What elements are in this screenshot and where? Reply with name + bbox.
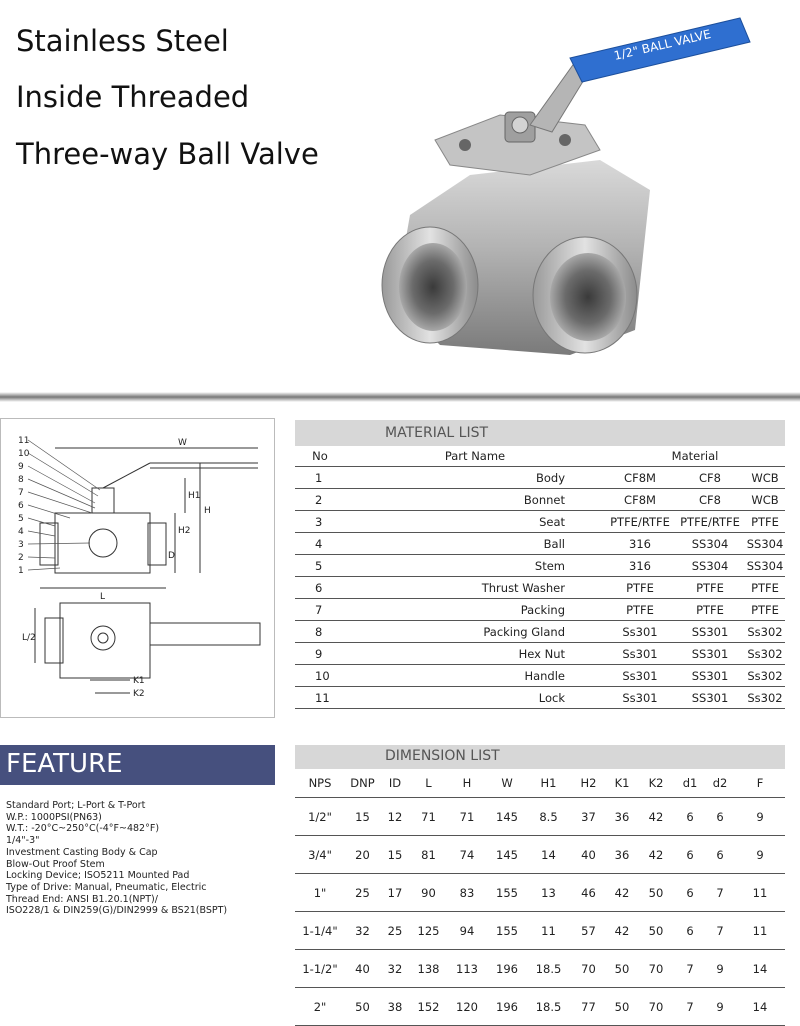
dim-cell: 90 xyxy=(410,874,447,912)
material-row xyxy=(295,511,785,533)
dim-cell: 17 xyxy=(380,874,410,912)
material-cell-m2: CF8 xyxy=(675,489,745,511)
material-cell-m2: SS301 xyxy=(675,643,745,665)
part-label: 11 xyxy=(18,436,30,446)
material-cell-m2: PTFE xyxy=(675,577,745,599)
material-cell-no: 4 xyxy=(295,533,345,555)
dim-cell: 46 xyxy=(570,874,607,912)
material-cell-no: 9 xyxy=(295,643,345,665)
feature-item: Standard Port; L-Port & T-Port xyxy=(6,800,146,811)
dim-cell: 42 xyxy=(607,912,637,950)
dim-cell: 18.5 xyxy=(527,988,570,1026)
dim-label-k1: K1 xyxy=(133,676,145,686)
dim-col-header: DNP xyxy=(345,769,380,798)
material-row xyxy=(295,621,785,643)
dim-cell: 14 xyxy=(735,988,785,1026)
dimension-row xyxy=(295,874,785,912)
feature-title: FEATURE xyxy=(6,749,123,779)
dim-cell: 32 xyxy=(345,912,380,950)
material-cell-part: Hex Nut xyxy=(345,643,605,665)
part-label: 4 xyxy=(18,527,24,537)
dim-cell: 71 xyxy=(410,798,447,836)
dim-cell: 12 xyxy=(380,798,410,836)
dim-cell: 155 xyxy=(487,912,527,950)
material-row xyxy=(295,599,785,621)
dimension-row xyxy=(295,912,785,950)
dim-cell: 25 xyxy=(380,912,410,950)
dim-cell: 36 xyxy=(607,798,637,836)
dim-cell: 18.5 xyxy=(527,950,570,988)
material-cell-part: Stem xyxy=(345,555,605,577)
feature-list xyxy=(6,800,227,917)
material-cell-m3: Ss302 xyxy=(745,643,785,665)
dim-cell: 14 xyxy=(735,950,785,988)
material-cell-m3: Ss302 xyxy=(745,665,785,687)
material-cell-part: Ball xyxy=(345,533,605,555)
part-label: 5 xyxy=(18,514,24,524)
dim-cell: 11 xyxy=(527,912,570,950)
material-cell-m3: PTFE xyxy=(745,577,785,599)
dim-cell: 81 xyxy=(410,836,447,874)
dim-cell: 57 xyxy=(570,912,607,950)
dim-cell: 9 xyxy=(705,950,735,988)
dimension-row xyxy=(295,798,785,836)
dim-col-header: NPS xyxy=(295,769,345,798)
material-cell-part: Bonnet xyxy=(345,489,605,511)
dim-cell: 50 xyxy=(637,874,675,912)
feature-item: Type of Drive: Manual, Pneumatic, Electric xyxy=(6,881,207,893)
material-cell-m1: 316 xyxy=(605,533,675,555)
dim-label-k2: K2 xyxy=(133,689,145,699)
material-cell-no: 11 xyxy=(295,687,345,709)
material-cell-m3: SS304 xyxy=(745,555,785,577)
material-cell-m1: Ss301 xyxy=(605,687,675,709)
material-cell-m3: Ss302 xyxy=(745,621,785,643)
dim-cell: 42 xyxy=(607,874,637,912)
material-cell-no: 1 xyxy=(295,467,345,489)
dim-label-w: W xyxy=(178,438,187,448)
material-cell-m2: CF8 xyxy=(675,467,745,489)
technical-drawing xyxy=(0,418,275,718)
dim-cell: 77 xyxy=(570,988,607,1026)
dim-cell: 36 xyxy=(607,836,637,874)
dim-col-header: K1 xyxy=(607,769,637,798)
material-row xyxy=(295,643,785,665)
dim-col-header: L xyxy=(410,769,447,798)
dim-cell: 71 xyxy=(447,798,487,836)
dimension-row xyxy=(295,988,785,1026)
dimension-list-table xyxy=(295,769,785,1026)
dim-cell: 13 xyxy=(527,874,570,912)
col-header-material: Material xyxy=(605,446,785,467)
material-cell-no: 10 xyxy=(295,665,345,687)
material-row xyxy=(295,665,785,687)
material-cell-m1: Ss301 xyxy=(605,621,675,643)
material-cell-m1: CF8M xyxy=(605,489,675,511)
dim-cell: 1" xyxy=(295,874,345,912)
material-cell-m2: SS301 xyxy=(675,665,745,687)
dim-cell: 40 xyxy=(345,950,380,988)
dim-cell: 6 xyxy=(705,836,735,874)
dim-cell: 120 xyxy=(447,988,487,1026)
part-label: 7 xyxy=(18,488,24,498)
dim-cell: 7 xyxy=(675,988,705,1026)
dim-cell: 14 xyxy=(527,836,570,874)
material-cell-m1: Ss301 xyxy=(605,665,675,687)
col-header-part-name: Part Name xyxy=(345,446,605,467)
dim-col-header: W xyxy=(487,769,527,798)
material-row xyxy=(295,489,785,511)
material-cell-no: 8 xyxy=(295,621,345,643)
material-cell-m1: PTFE xyxy=(605,599,675,621)
material-cell-part: Lock xyxy=(345,687,605,709)
dim-label-l2: L/2 xyxy=(22,633,36,643)
dim-cell: 11 xyxy=(735,874,785,912)
dim-cell: 11 xyxy=(735,912,785,950)
feature-item: Locking Device; ISO5211 Mounted Pad xyxy=(6,870,190,882)
material-cell-m3: PTFE xyxy=(745,599,785,621)
material-cell-part: Handle xyxy=(345,665,605,687)
dim-label-h2: H2 xyxy=(178,526,191,536)
dim-cell: 196 xyxy=(487,988,527,1026)
dim-label-d: D xyxy=(168,551,175,561)
dim-cell: 2" xyxy=(295,988,345,1026)
dimension-list-column-headers xyxy=(295,769,785,798)
material-cell-m1: 316 xyxy=(605,555,675,577)
dim-cell: 50 xyxy=(345,988,380,1026)
material-cell-no: 2 xyxy=(295,489,345,511)
dim-cell: 94 xyxy=(447,912,487,950)
dim-cell: 145 xyxy=(487,836,527,874)
dim-cell: 50 xyxy=(607,950,637,988)
dim-cell: 152 xyxy=(410,988,447,1026)
dimension-list-title: DIMENSION LIST xyxy=(385,748,500,764)
dim-cell: 1-1/4" xyxy=(295,912,345,950)
material-cell-part: Thrust Washer xyxy=(345,577,605,599)
feature-item: Investment Casting Body & Cap xyxy=(6,846,158,858)
dimension-row xyxy=(295,950,785,988)
dim-cell: 9 xyxy=(735,798,785,836)
material-cell-m1: PTFE xyxy=(605,577,675,599)
material-cell-m2: SS301 xyxy=(675,621,745,643)
dim-cell: 40 xyxy=(570,836,607,874)
part-label: 2 xyxy=(18,553,24,563)
material-cell-m1: CF8M xyxy=(605,467,675,489)
dim-cell: 25 xyxy=(345,874,380,912)
dim-col-header: H1 xyxy=(527,769,570,798)
material-row xyxy=(295,467,785,489)
dim-cell: 20 xyxy=(345,836,380,874)
material-cell-m1: PTFE/RTFE xyxy=(605,511,675,533)
dim-cell: 155 xyxy=(487,874,527,912)
dim-cell: 74 xyxy=(447,836,487,874)
material-cell-m3: WCB xyxy=(745,489,785,511)
dim-cell: 42 xyxy=(637,798,675,836)
dim-cell: 42 xyxy=(637,836,675,874)
material-cell-m3: WCB xyxy=(745,467,785,489)
dim-cell: 6 xyxy=(675,798,705,836)
dim-cell: 15 xyxy=(380,836,410,874)
dim-col-header: F xyxy=(735,769,785,798)
material-cell-m1: Ss301 xyxy=(605,643,675,665)
dim-cell: 125 xyxy=(410,912,447,950)
dim-cell: 6 xyxy=(675,912,705,950)
part-label: 8 xyxy=(18,475,24,485)
dim-cell: 9 xyxy=(705,988,735,1026)
dimension-row xyxy=(295,836,785,874)
material-cell-no: 5 xyxy=(295,555,345,577)
dim-cell: 113 xyxy=(447,950,487,988)
dim-cell: 9 xyxy=(735,836,785,874)
material-cell-m3: Ss302 xyxy=(745,687,785,709)
material-cell-no: 3 xyxy=(295,511,345,533)
heading-line-3: Three-way Ball Valve xyxy=(16,137,319,171)
material-list-column-headers xyxy=(295,446,785,467)
dim-cell: 145 xyxy=(487,798,527,836)
material-cell-m2: PTFE xyxy=(675,599,745,621)
dim-cell: 70 xyxy=(637,950,675,988)
feature-item: Blow-Out Proof Stem xyxy=(6,858,105,870)
dim-cell: 7 xyxy=(705,874,735,912)
part-label: 10 xyxy=(18,449,30,459)
material-row xyxy=(295,533,785,555)
dim-cell: 50 xyxy=(607,988,637,1026)
material-row xyxy=(295,687,785,709)
ball-valve-photo xyxy=(370,0,800,380)
material-row xyxy=(295,577,785,599)
dim-col-header: H xyxy=(447,769,487,798)
dim-col-header: d1 xyxy=(675,769,705,798)
part-label: 1 xyxy=(18,566,24,576)
dim-cell: 70 xyxy=(637,988,675,1026)
dim-cell: 138 xyxy=(410,950,447,988)
part-label: 9 xyxy=(18,462,24,472)
material-cell-m2: SS301 xyxy=(675,687,745,709)
heading-line-1: Stainless Steel xyxy=(16,24,229,58)
material-cell-m3: SS304 xyxy=(745,533,785,555)
material-cell-no: 7 xyxy=(295,599,345,621)
dim-cell: 70 xyxy=(570,950,607,988)
part-label: 6 xyxy=(18,501,24,511)
dimension-list-header xyxy=(295,745,785,769)
dim-cell: 32 xyxy=(380,950,410,988)
dim-label-h: H xyxy=(204,506,211,516)
dim-cell: 1/2" xyxy=(295,798,345,836)
material-cell-part: Packing xyxy=(345,599,605,621)
feature-item: W.T.: -20°C~250°C(-4°F~482°F) xyxy=(6,823,160,835)
heading-line-2: Inside Threaded xyxy=(16,80,250,114)
material-list-header xyxy=(295,420,785,446)
part-label: 3 xyxy=(18,540,24,550)
material-list-title: MATERIAL LIST xyxy=(385,425,489,441)
material-cell-part: Body xyxy=(345,467,605,489)
feature-item: Thread End: ANSI B1.20.1(NPT)/ xyxy=(6,893,158,905)
dim-col-header: d2 xyxy=(705,769,735,798)
feature-item: ISO228/1 & DIN259(G)/DIN2999 & BS21(BSPT) xyxy=(6,905,228,917)
dim-col-header: K2 xyxy=(637,769,675,798)
material-cell-no: 6 xyxy=(295,577,345,599)
dim-cell: 8.5 xyxy=(527,798,570,836)
feature-item: W.P.: 1000PSI(PN63) xyxy=(6,811,102,823)
dim-cell: 1-1/2" xyxy=(295,950,345,988)
dim-cell: 83 xyxy=(447,874,487,912)
col-header-no: No xyxy=(295,446,345,467)
material-cell-m3: PTFE xyxy=(745,511,785,533)
material-cell-m2: SS304 xyxy=(675,533,745,555)
dim-cell: 50 xyxy=(637,912,675,950)
dim-cell: 7 xyxy=(675,950,705,988)
dim-cell: 37 xyxy=(570,798,607,836)
dim-cell: 6 xyxy=(705,798,735,836)
dim-label-h1: H1 xyxy=(188,491,201,501)
material-row xyxy=(295,555,785,577)
material-cell-part: Seat xyxy=(345,511,605,533)
material-list-table xyxy=(295,446,785,709)
feature-item: 1/4"-3" xyxy=(6,835,40,847)
dim-cell: 196 xyxy=(487,950,527,988)
dim-cell: 15 xyxy=(345,798,380,836)
dim-cell: 3/4" xyxy=(295,836,345,874)
handle-label: 1/2" BALL VALVE xyxy=(612,26,713,63)
dim-cell: 38 xyxy=(380,988,410,1026)
dim-cell: 6 xyxy=(675,836,705,874)
dim-col-header: ID xyxy=(380,769,410,798)
feature-title-bar xyxy=(0,745,275,785)
material-cell-m2: SS304 xyxy=(675,555,745,577)
dim-col-header: H2 xyxy=(570,769,607,798)
material-cell-part: Packing Gland xyxy=(345,621,605,643)
section-separator xyxy=(0,392,800,402)
dim-cell: 6 xyxy=(675,874,705,912)
dim-label-l: L xyxy=(100,592,106,602)
dim-cell: 7 xyxy=(705,912,735,950)
material-cell-m2: PTFE/RTFE xyxy=(675,511,745,533)
